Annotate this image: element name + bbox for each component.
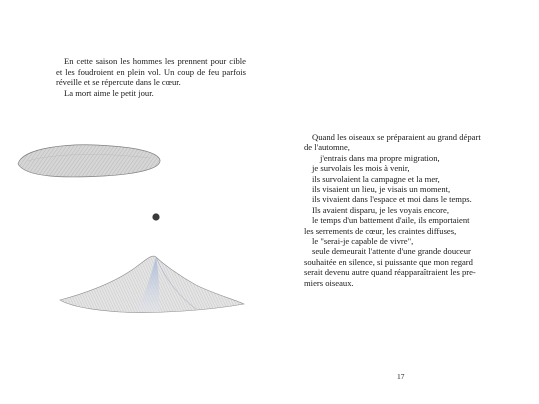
- poem: [304, 132, 516, 288]
- poem-line-2: de l'automne,: [304, 142, 350, 153]
- poem-line-4: je survolais les mois à venir,: [312, 163, 410, 174]
- left-line-2: cible et les foudroient en plein vol. Un coup de feu: [56, 56, 246, 77]
- page-number: 17: [397, 372, 405, 381]
- poem-line-3: j'entrais dans ma propre migration,: [320, 152, 440, 163]
- mountain-shape: [60, 256, 244, 313]
- poem-line-10: les serrements de cœur, les craintes diffuses,: [304, 225, 457, 236]
- poem-line-7: ils vivaient dans l'espace et moi dans le temps.: [312, 194, 472, 205]
- right-page: [270, 0, 539, 404]
- poem-line-9: le temps d'un battement d'aile, ils emportaient: [312, 215, 470, 226]
- left-line-4: La mort aime le petit jour.: [64, 87, 154, 98]
- poem-line-13: souhaitée en silence, si puissante que mon regard: [304, 256, 473, 267]
- left-line-1: En cette saison les hommes les prennent pour: [64, 56, 227, 66]
- cloud-shape: [18, 145, 160, 177]
- poem-line-8: Ils avaient disparu, je les voyais encore,: [312, 204, 449, 215]
- left-line-3: parfois réveille et se répercute dans le cœur.: [56, 66, 246, 88]
- dot: [152, 213, 159, 220]
- poem-line-11: le "serai-je capable de vivre",: [312, 236, 414, 247]
- poem-line-15: miers oiseaux.: [304, 277, 354, 288]
- poem-line-5: ils survolaient la campagne et la mer,: [312, 173, 440, 184]
- poem-line-12: seule demeurait l'attente d'une grande douceur: [312, 246, 471, 257]
- poem-line-14: serait devenu autre quand réapparaîtraient les pre-: [304, 267, 476, 278]
- poem-line-1: Quand les oiseaux se préparaient au grand départ: [312, 132, 481, 142]
- poem-line-6: ils visaient un lieu, je visais un moment,: [312, 184, 451, 195]
